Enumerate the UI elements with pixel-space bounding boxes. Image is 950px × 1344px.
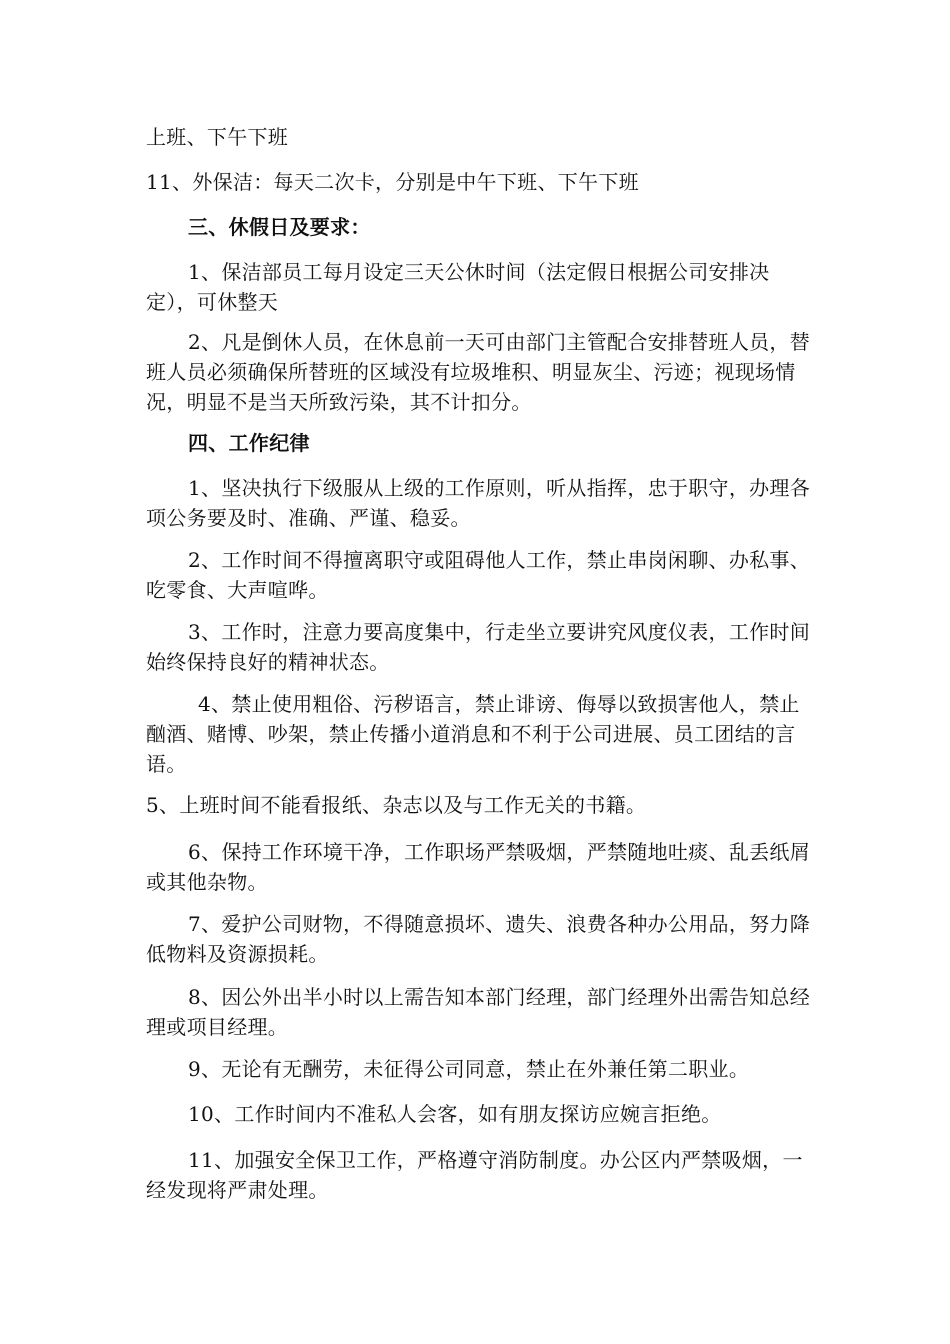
paragraph-discipline-10: 10、工作时间内不准私人会客，如有朋友探访应婉言拒绝。 (188, 1102, 722, 1126)
paragraph-discipline-8: 8、因公外出半小时以上需告知本部门经理，部门经理外出需告知总经理或项目经理。 (146, 985, 811, 1039)
paragraph-discipline-6: 6、保持工作环境干净，工作职场严禁吸烟，严禁随地吐痰、乱丢纸屑或其他杂物。 (146, 840, 811, 894)
paragraph-holiday-1: 1、保洁部员工每月设定三天公休时间（法定假日根据公司安排决定），可休整天 (146, 260, 770, 314)
paragraph-discipline-11: 11、加强安全保卫工作，严格遵守消防制度。办公区内严禁吸烟，一经发现将严肃处理。 (146, 1148, 803, 1202)
paragraph-discipline-4: 4、禁止使用粗俗、污秽语言，禁止诽谤、侮辱以致损害他人，禁止酗酒、赌博、吵架，禁止传播小道消息和不利于公司进展、员工团结的言语。 (146, 692, 800, 776)
paragraph-continuation: 上班、下午下班 (146, 125, 289, 149)
paragraph-discipline-1: 1、坚决执行下级服从上级的工作原则，听从指挥，忠于职守，办理各项公务要及时、准确、严谨、稳妥。 (146, 476, 811, 530)
paragraph-discipline-3: 3、工作时，注意力要高度集中，行走坐立要讲究风度仪表，工作时间始终保持良好的精神状态。 (146, 620, 811, 674)
paragraph-discipline-5: 5、上班时间不能看报纸、杂志以及与工作无关的书籍。 (146, 793, 647, 817)
paragraph-holiday-2: 2、凡是倒休人员，在休息前一天可由部门主管配合安排替班人员，替班人员必须确保所替班的区域没有垃圾堆积、明显灰尘、污迹；视现场情况，明显不是当天所致污染，其不计扣分。 (146, 330, 811, 414)
paragraph-outdoor-cleaning: 11、外保洁：每天二次卡，分别是中午下班、下午下班 (146, 170, 639, 194)
paragraph-discipline-7: 7、爱护公司财物，不得随意损坏、遗失、浪费各种办公用品，努力降低物料及资源损耗。 (146, 912, 811, 966)
paragraph-discipline-9: 9、无论有无酬劳，未征得公司同意，禁止在外兼任第二职业。 (188, 1057, 750, 1081)
paragraph-discipline-2: 2、工作时间不得擅离职守或阻碍他人工作，禁止串岗闲聊、办私事、吃零食、大声喧哗。 (146, 548, 811, 602)
section-heading-discipline: 四、工作纪律 (188, 431, 310, 455)
section-heading-holidays: 三、休假日及要求： (188, 215, 371, 239)
